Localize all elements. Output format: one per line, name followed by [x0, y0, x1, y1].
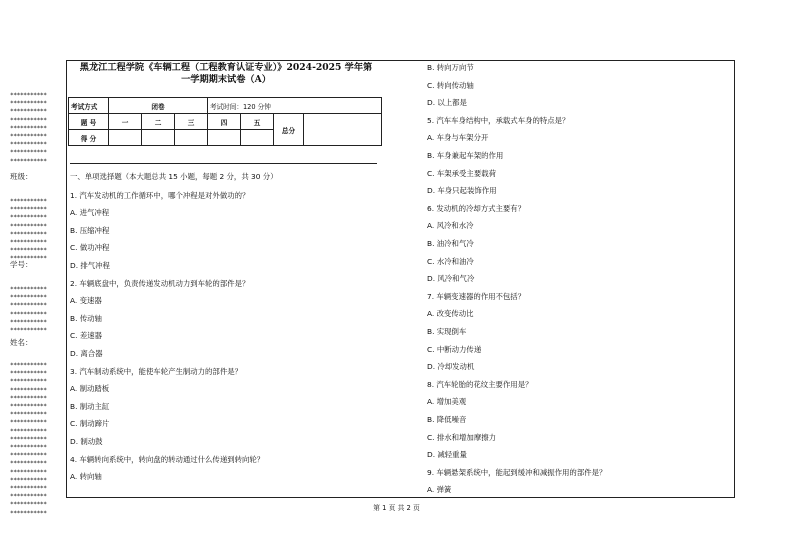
question-no-4: 四 [208, 114, 241, 130]
answer-option: D. 离合器 [70, 348, 103, 358]
answer-option: B. 油冷和气冷 [427, 239, 474, 248]
score-cell-2 [142, 130, 175, 146]
question-stem: 2. 车辆底盘中，负责传递发动机动力到车轮的部件是？ [70, 278, 250, 288]
question-stem: 7. 车辆变速器的作用不包括？ [427, 291, 526, 301]
binding-dots: *********** *********** *********** *********** *********** *********** *********** *********** *********** *********** *********** *********** *********** *********** *********** *********** *********** *********** *********** [10, 362, 47, 517]
answer-option: C. 制动蹄片 [70, 419, 110, 429]
answer-option: C. 做功冲程 [70, 243, 110, 253]
exam-mode-label: 考试方式 [69, 98, 109, 114]
answer-option: D. 以上都是 [427, 98, 467, 108]
answer-option: A. 增加美观 [427, 397, 467, 407]
question-no-label: 题 号 [69, 114, 109, 130]
answer-option: C. 转向传动轴 [427, 80, 474, 90]
answer-option: B. 压缩冲程 [70, 225, 110, 235]
answer-option: B. 实现倒车 [427, 327, 467, 336]
answer-option: A. 车身与车架分开 [427, 133, 489, 143]
exam-time: 考试时间：120 分钟 [208, 98, 382, 114]
score-label: 得 分 [69, 130, 109, 146]
score-cell-3 [175, 130, 208, 146]
question-stem: 1. 汽车发动机的工作循环中，哪个冲程是对外做功的？ [70, 190, 250, 200]
answer-option: C. 水冷和油冷 [427, 256, 474, 266]
score-cell-4 [208, 130, 241, 146]
class-label: 班级： [10, 172, 33, 181]
answer-option: A. 风冷和水冷 [427, 221, 474, 231]
answer-option: B. 传动轴 [70, 313, 102, 323]
answer-option: D. 车身只起装饰作用 [427, 186, 497, 196]
question-no-5: 五 [241, 114, 274, 130]
question-no-3: 三 [175, 114, 208, 130]
answer-option: B. 车身兼起车架的作用 [427, 151, 504, 160]
answer-option: C. 中断动力传递 [427, 344, 482, 354]
answer-option: A. 改变传动比 [427, 309, 474, 319]
section-1-heading: 一、单项选择题（本大题总共 15 小题，每题 2 分，共 30 分） [70, 172, 278, 181]
answer-option: B. 制动主缸 [70, 401, 110, 411]
answer-option: C. 差速器 [70, 331, 103, 341]
answer-option: B. 降低噪音 [427, 415, 467, 424]
question-stem: 9. 车辆悬架系统中，能起到缓冲和减振作用的部件是？ [427, 467, 607, 477]
total-label: 总分 [274, 114, 304, 146]
question-stem: 4. 车辆转向系统中，转向盘的转动通过什么传递到转向轮？ [70, 454, 265, 464]
exam-mode-value: 闭卷 [109, 98, 208, 114]
answer-option: D. 冷却发动机 [427, 362, 475, 372]
binding-dots: *********** *********** *********** *********** *********** *********** [10, 286, 47, 335]
answer-option: D. 风冷和气冷 [427, 274, 475, 284]
score-cell-1 [109, 130, 142, 146]
answer-option: A. 进气冲程 [70, 208, 110, 218]
binding-dots: *********** *********** *********** *********** *********** *********** *********** *********** *********** [10, 92, 47, 165]
answer-option: D. 排气冲程 [70, 260, 110, 270]
student-id-label: 学号： [10, 260, 33, 269]
answer-option: B. 转向万向节 [427, 63, 474, 72]
question-stem: 5. 汽车车身结构中，承载式车身的特点是？ [427, 115, 570, 125]
answer-option: D. 减轻重量 [427, 450, 467, 460]
page-footer: 第 1 页 共 2 页 [373, 504, 420, 512]
total-score-cell [304, 114, 382, 146]
section-divider [70, 163, 377, 164]
score-table [68, 97, 382, 146]
question-no-2: 二 [142, 114, 175, 130]
question-stem: 3. 汽车制动系统中，能使车轮产生制动力的部件是？ [70, 366, 242, 376]
answer-option: A. 转向轴 [70, 472, 102, 482]
score-cell-5 [241, 130, 274, 146]
title-line-1: 黑龙江工程学院《车辆工程（工程教育认证专业）》2024-2025 学年第 [79, 62, 373, 73]
answer-option: C. 排水和增加摩擦力 [427, 432, 496, 442]
answer-option: A. 变速器 [70, 296, 102, 306]
name-label: 姓名： [10, 338, 33, 347]
title-line-2: 一学期期末试卷（A） [181, 74, 271, 85]
binding-dots: *********** *********** *********** *********** *********** *********** *********** *********** [10, 198, 47, 263]
answer-option: C. 车架承受主要载荷 [427, 168, 496, 178]
exam-title [70, 62, 382, 86]
answer-option: D. 制动鼓 [70, 436, 103, 446]
question-stem: 6. 发动机的冷却方式主要有？ [427, 203, 526, 213]
question-no-1: 一 [109, 114, 142, 130]
question-stem: 8. 汽车轮胎的花纹主要作用是？ [427, 379, 533, 389]
answer-option: A. 制动踏板 [70, 384, 110, 394]
answer-option: A. 弹簧 [427, 485, 452, 495]
